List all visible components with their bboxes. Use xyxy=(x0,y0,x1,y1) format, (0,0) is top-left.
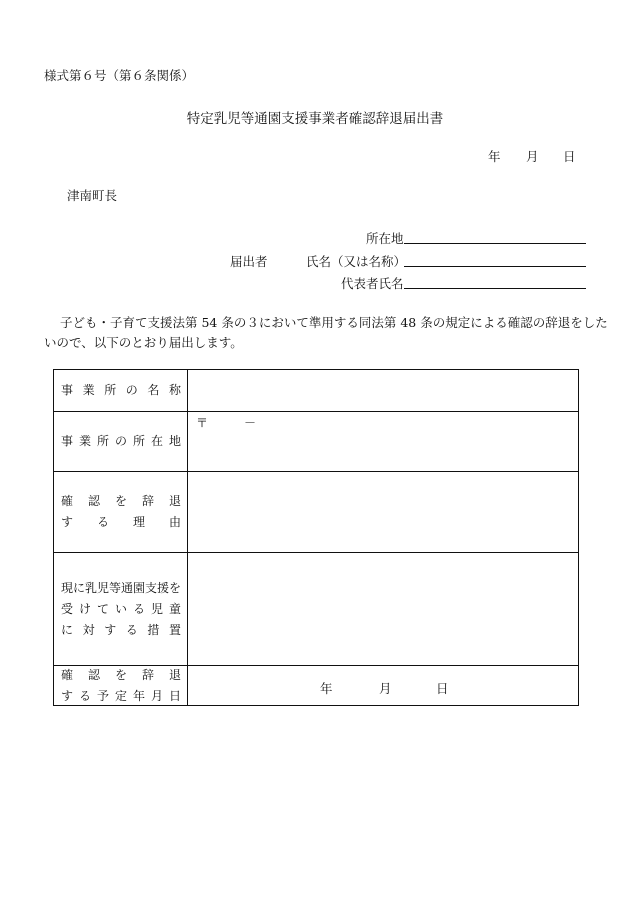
addressee: 津南町長 xyxy=(67,188,118,203)
row-withdrawal-reason-label: 確認を辞退 する理由 xyxy=(61,494,181,529)
name-label: 氏名（又は名称） xyxy=(306,254,407,269)
date-year: 年 xyxy=(488,149,501,164)
withdrawal-date-year: 年 xyxy=(320,681,333,696)
table-row-divider xyxy=(54,471,578,472)
withdrawal-date-day: 日 xyxy=(436,681,449,696)
withdrawal-date-month: 月 xyxy=(379,681,392,696)
row-withdrawal-date-label: 確認を辞退 する予定年月日 xyxy=(61,668,181,703)
applicant-label: 届出者 xyxy=(230,254,268,269)
row-facility-address-label: 事業所の所在地 xyxy=(61,434,181,448)
row-current-children-measures-label: 現に乳児等通園支援を 受けている児童 に対する措置 xyxy=(61,581,182,637)
document-title: 特定乳児等通園支援事業者確認辞退届出書 xyxy=(186,111,444,127)
address-underline xyxy=(404,243,586,244)
representative-underline xyxy=(404,288,586,289)
table-row-divider xyxy=(54,411,578,412)
confirmation-table xyxy=(53,369,579,706)
body-text-line2: いので、以下のとおり届出します。 xyxy=(44,335,243,350)
representative-label: 代表者氏名 xyxy=(341,276,404,291)
row-facility-name-label: 事業所の名称 xyxy=(61,383,181,397)
date-month: 月 xyxy=(526,149,539,164)
address-label: 所在地 xyxy=(366,231,404,246)
table-column-divider xyxy=(187,370,188,705)
table-row-divider xyxy=(54,552,578,553)
form-number: 様式第６号（第６条関係） xyxy=(44,68,195,83)
date-day: 日 xyxy=(563,149,576,164)
postal-code-mark: 〒 － xyxy=(196,416,257,430)
body-text-line1: 子ども・子育て支援法第 54 条の３において準用する同法第 48 条の規定による確認の辞退をした xyxy=(60,315,608,330)
name-underline xyxy=(404,266,586,267)
